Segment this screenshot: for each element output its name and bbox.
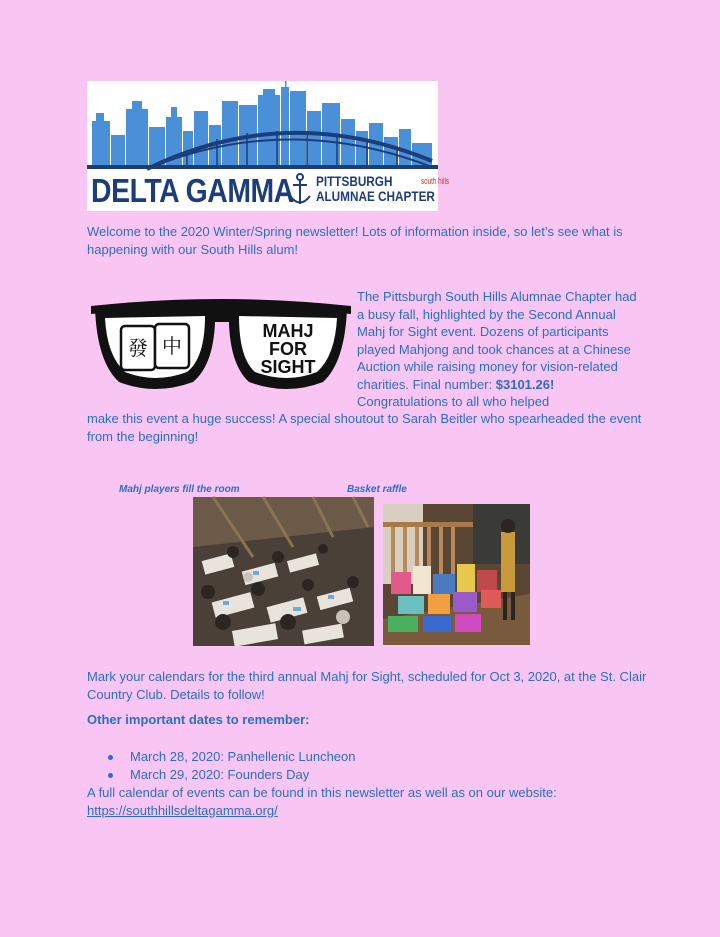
event-amount: $3101.26! (495, 376, 555, 392)
event-congrats: Congratulations to all who helped (357, 394, 550, 409)
welcome-paragraph: Welcome to the 2020 Winter/Spring newsletter! Lots of information inside, so let’s see what is happening with our South Hills alum! (87, 224, 623, 257)
event-paragraph-continued: make this event a huge success! A special shoutout to Sarah Beitler who spearheaded the event from the beginning! (87, 411, 642, 444)
full-calendar-text: A full calendar of events can be found in this newsletter as well as on our website: (87, 785, 557, 800)
photo-basket-raffle (383, 504, 530, 645)
banner-region: south hills (421, 176, 450, 186)
event-text: The Pittsburgh South Hills Alumnae Chapter had a busy fall, highlighted by the Second Annual Mahj for Sight event. Dozens of participants played Mahjong and took chances at a Chinese Auction while raising money for vision-related charities. Final number: (357, 289, 637, 392)
banner-city: PITTSBURGH (316, 173, 393, 189)
mahjong-tiles-icon (121, 324, 189, 370)
photo-caption-raffle: Basket raffle (347, 484, 407, 495)
logo-line-mahj: MAHJ (262, 321, 314, 341)
logo-line-for: FOR (269, 339, 307, 359)
svg-text:中: 中 (162, 334, 182, 358)
dates-heading: Other important dates to remember: (87, 712, 310, 727)
list-item: March 29, 2020: Founders Day (87, 766, 356, 784)
full-calendar-note (87, 784, 647, 819)
mahj-for-sight-logo (89, 292, 353, 392)
svg-text:發: 發 (128, 336, 148, 360)
banner-title: DELTA GAMMA (91, 172, 294, 209)
website-link[interactable]: https://southhillsdeltagamma.org/ (87, 802, 278, 818)
photo-caption-players: Mahj players fill the room (119, 484, 240, 495)
dates-list (87, 748, 356, 784)
calendar-note: Mark your calendars for the third annual Mahj for Sight, scheduled for Oct 3, 2020, at the St. Clair Country Club. Details to follow! (87, 669, 647, 702)
banner-chapter: ALUMNAE CHAPTER (316, 188, 435, 204)
event-paragraph (357, 288, 647, 411)
header-banner (87, 81, 450, 211)
photo-mahj-players (193, 497, 374, 646)
logo-line-sight: SIGHT (260, 357, 316, 377)
list-item: March 28, 2020: Panhellenic Luncheon (87, 748, 356, 766)
